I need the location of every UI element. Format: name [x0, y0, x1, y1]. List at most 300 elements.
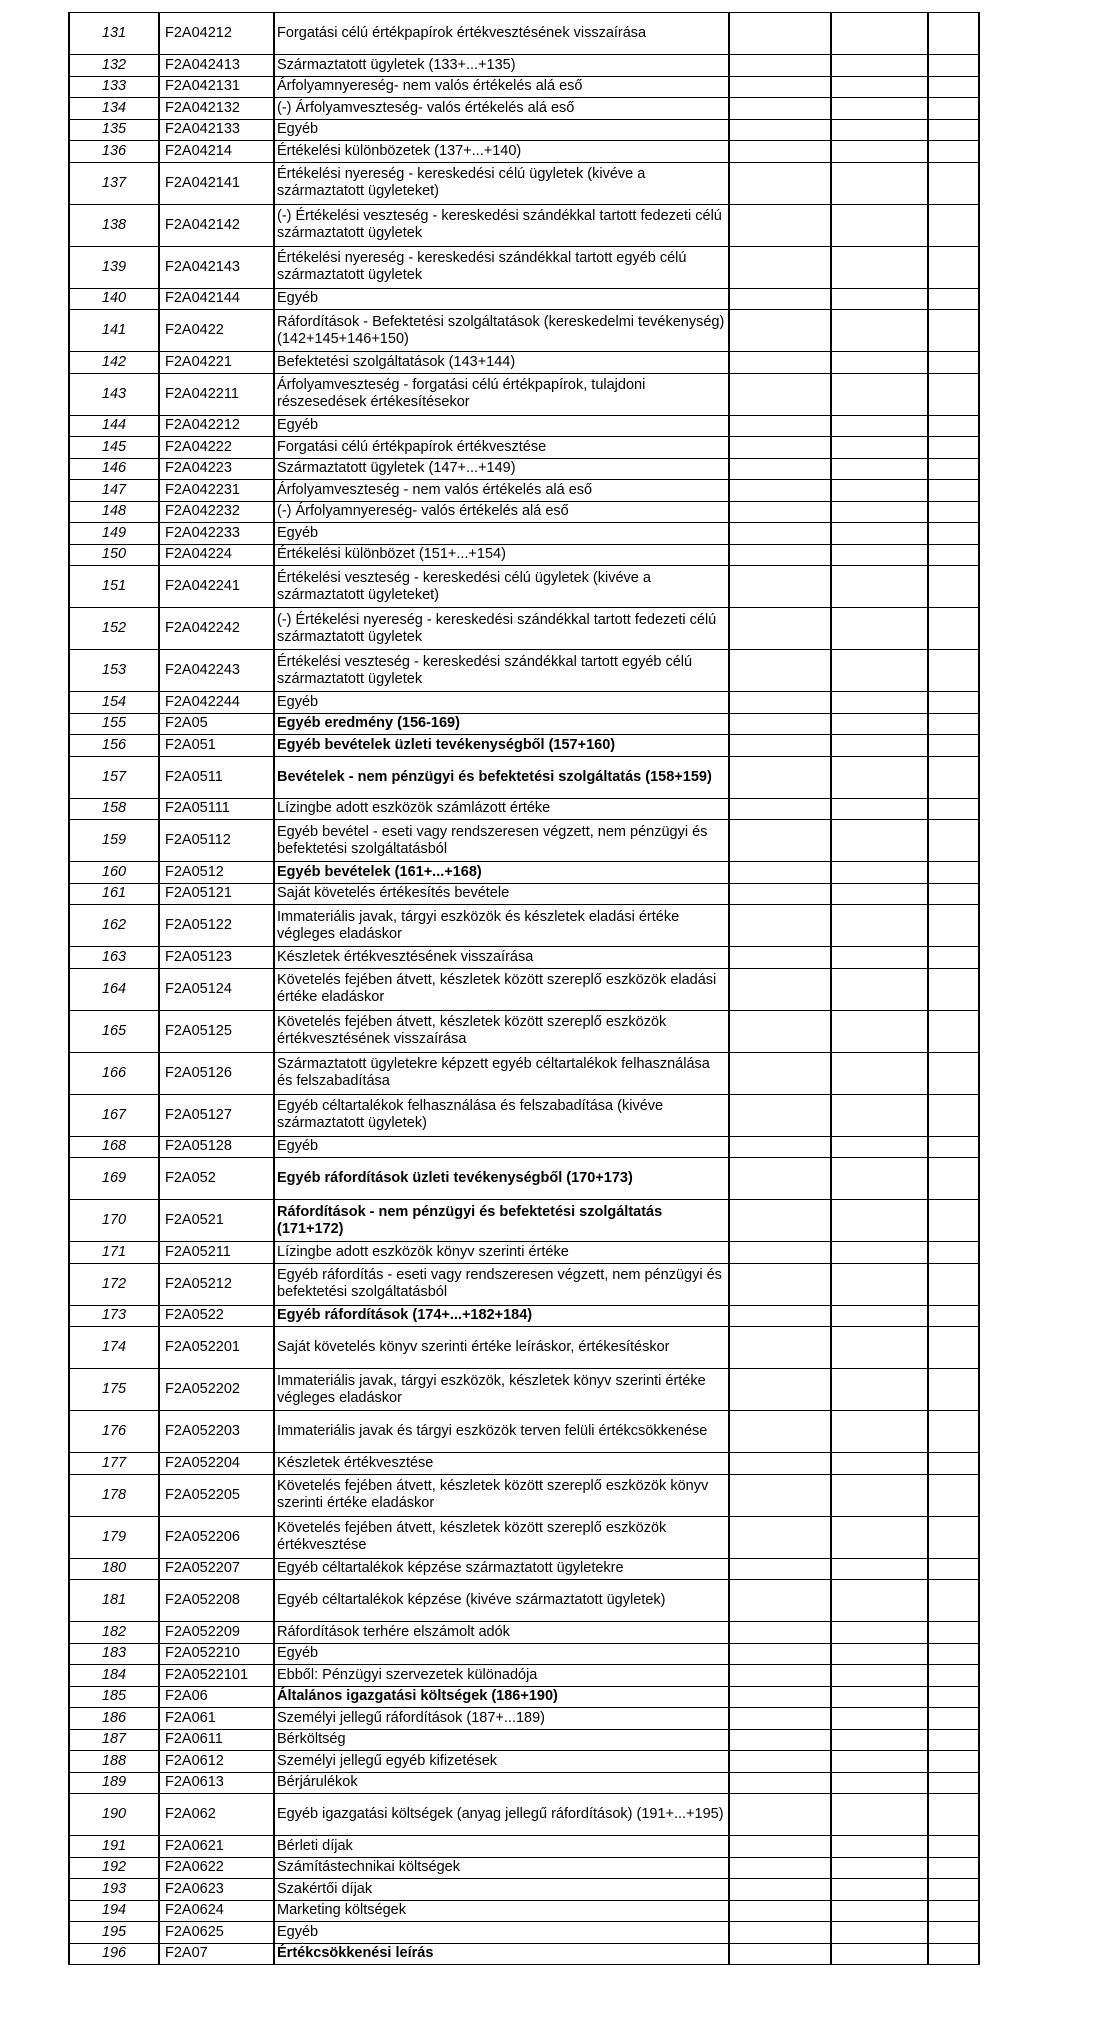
- table-row: [69, 566, 979, 608]
- row-code-cell: F2A0522101: [159, 1665, 274, 1687]
- row-number-cell: 153: [69, 650, 159, 692]
- value-cell-1: [729, 141, 831, 163]
- value-cell-3: [928, 204, 979, 246]
- row-code-cell: F2A042244: [159, 692, 274, 714]
- row-code-cell: F2A042132: [159, 98, 274, 120]
- row-label-cell: Ráfordítások terhére elszámolt adók: [274, 1622, 729, 1644]
- row-number-cell: 174: [69, 1327, 159, 1369]
- table-row: [69, 1665, 979, 1687]
- value-cell-3: [928, 650, 979, 692]
- value-cell-2: [831, 523, 928, 545]
- row-label-cell: Ráfordítások - Befektetési szolgáltatások (kereskedelmi tevékenység) (142+145+146+150): [274, 310, 729, 352]
- value-cell-2: [831, 1751, 928, 1773]
- value-cell-1: [729, 1411, 831, 1453]
- value-cell-3: [928, 1751, 979, 1773]
- row-number-cell: 193: [69, 1879, 159, 1901]
- row-code-cell: F2A042231: [159, 480, 274, 502]
- value-cell-1: [729, 1474, 831, 1516]
- value-cell-1: [729, 119, 831, 141]
- row-label-cell: Egyéb: [274, 1136, 729, 1158]
- row-label-cell: (-) Árfolyamnyereség- valós értékelés alá eső: [274, 501, 729, 523]
- table-row: [69, 820, 979, 862]
- row-label-cell: Lízingbe adott eszközök számlázott értéke: [274, 798, 729, 820]
- value-cell-1: [729, 883, 831, 905]
- value-cell-2: [831, 1708, 928, 1730]
- value-cell-1: [729, 1052, 831, 1094]
- row-number-cell: 139: [69, 246, 159, 288]
- row-number-cell: 164: [69, 968, 159, 1010]
- value-cell-2: [831, 1794, 928, 1836]
- row-label-cell: Forgatási célú értékpapírok értékvesztése: [274, 437, 729, 459]
- row-label-cell: Számítástechnikai költségek: [274, 1857, 729, 1879]
- row-label-cell: Egyéb eredmény (156-169): [274, 713, 729, 735]
- value-cell-2: [831, 1900, 928, 1922]
- row-code-cell: F2A042243: [159, 650, 274, 692]
- value-cell-3: [928, 373, 979, 415]
- value-cell-1: [729, 862, 831, 884]
- row-number-cell: 175: [69, 1369, 159, 1411]
- table-row: [69, 1263, 979, 1305]
- row-label-cell: Ráfordítások - nem pénzügyi és befektetési szolgáltatás (171+172): [274, 1200, 729, 1242]
- value-cell-2: [831, 608, 928, 650]
- value-cell-3: [928, 1857, 979, 1879]
- row-label-cell: Forgatási célú értékpapírok értékvesztésének visszaírása: [274, 13, 729, 55]
- table-row: [69, 1474, 979, 1516]
- value-cell-3: [928, 1327, 979, 1369]
- value-cell-1: [729, 968, 831, 1010]
- row-number-cell: 188: [69, 1751, 159, 1773]
- value-cell-2: [831, 1665, 928, 1687]
- table-row: [69, 692, 979, 714]
- value-cell-2: [831, 1516, 928, 1558]
- value-cell-2: [831, 373, 928, 415]
- row-number-cell: 167: [69, 1094, 159, 1136]
- row-label-cell: Értékelési különbözet (151+...+154): [274, 544, 729, 566]
- report-table-body: [69, 13, 979, 1965]
- row-code-cell: F2A0624: [159, 1900, 274, 1922]
- value-cell-1: [729, 1751, 831, 1773]
- value-cell-2: [831, 1263, 928, 1305]
- value-cell-2: [831, 713, 928, 735]
- value-cell-3: [928, 288, 979, 310]
- value-cell-3: [928, 1136, 979, 1158]
- value-cell-1: [729, 1200, 831, 1242]
- value-cell-3: [928, 13, 979, 55]
- value-cell-1: [729, 735, 831, 757]
- row-number-cell: 146: [69, 458, 159, 480]
- row-number-cell: 187: [69, 1729, 159, 1751]
- value-cell-2: [831, 1622, 928, 1644]
- row-number-cell: 133: [69, 76, 159, 98]
- row-label-cell: Egyéb céltartalékok felhasználása és felszabadítása (kivéve származtatott ügyletek): [274, 1094, 729, 1136]
- value-cell-2: [831, 458, 928, 480]
- row-code-cell: F2A05212: [159, 1263, 274, 1305]
- row-code-cell: F2A0422: [159, 310, 274, 352]
- row-number-cell: 182: [69, 1622, 159, 1644]
- value-cell-1: [729, 1516, 831, 1558]
- value-cell-1: [729, 947, 831, 969]
- table-row: [69, 1622, 979, 1644]
- table-row: [69, 1369, 979, 1411]
- value-cell-3: [928, 1580, 979, 1622]
- row-label-cell: Általános igazgatási költségek (186+190): [274, 1686, 729, 1708]
- row-code-cell: F2A07: [159, 1943, 274, 1965]
- value-cell-3: [928, 1558, 979, 1580]
- row-code-cell: F2A0512: [159, 862, 274, 884]
- row-label-cell: Értékelési különbözetek (137+...+140): [274, 141, 729, 163]
- row-number-cell: 157: [69, 756, 159, 798]
- row-label-cell: Származtatott ügyletek (147+...+149): [274, 458, 729, 480]
- value-cell-1: [729, 713, 831, 735]
- value-cell-2: [831, 735, 928, 757]
- value-cell-1: [729, 13, 831, 55]
- table-row: [69, 480, 979, 502]
- value-cell-2: [831, 204, 928, 246]
- value-cell-2: [831, 905, 928, 947]
- value-cell-1: [729, 1729, 831, 1751]
- value-cell-1: [729, 544, 831, 566]
- value-cell-3: [928, 820, 979, 862]
- row-number-cell: 135: [69, 119, 159, 141]
- row-label-cell: Egyéb bevételek (161+...+168): [274, 862, 729, 884]
- value-cell-1: [729, 1922, 831, 1944]
- table-row: [69, 1516, 979, 1558]
- row-code-cell: F2A0623: [159, 1879, 274, 1901]
- table-row: [69, 1580, 979, 1622]
- row-number-cell: 169: [69, 1158, 159, 1200]
- value-cell-3: [928, 437, 979, 459]
- value-cell-1: [729, 1794, 831, 1836]
- row-number-cell: 150: [69, 544, 159, 566]
- value-cell-1: [729, 523, 831, 545]
- value-cell-3: [928, 98, 979, 120]
- row-number-cell: 148: [69, 501, 159, 523]
- row-number-cell: 136: [69, 141, 159, 163]
- value-cell-3: [928, 1010, 979, 1052]
- value-cell-1: [729, 1900, 831, 1922]
- table-row: [69, 544, 979, 566]
- value-cell-1: [729, 1622, 831, 1644]
- row-number-cell: 168: [69, 1136, 159, 1158]
- row-label-cell: Értékelési veszteség - kereskedési szándékkal tartott egyéb célú származtatott ügyletek: [274, 650, 729, 692]
- row-code-cell: F2A052206: [159, 1516, 274, 1558]
- row-number-cell: 180: [69, 1558, 159, 1580]
- value-cell-2: [831, 1558, 928, 1580]
- value-cell-2: [831, 1922, 928, 1944]
- value-cell-2: [831, 692, 928, 714]
- table-row: [69, 55, 979, 77]
- row-number-cell: 162: [69, 905, 159, 947]
- value-cell-3: [928, 1665, 979, 1687]
- table-row: [69, 458, 979, 480]
- table-row: [69, 1242, 979, 1264]
- row-code-cell: F2A042144: [159, 288, 274, 310]
- row-number-cell: 165: [69, 1010, 159, 1052]
- table-row: [69, 1922, 979, 1944]
- value-cell-1: [729, 1943, 831, 1965]
- value-cell-1: [729, 820, 831, 862]
- value-cell-3: [928, 1474, 979, 1516]
- row-code-cell: F2A042141: [159, 162, 274, 204]
- row-number-cell: 191: [69, 1836, 159, 1858]
- value-cell-1: [729, 1558, 831, 1580]
- row-code-cell: F2A0622: [159, 1857, 274, 1879]
- value-cell-2: [831, 55, 928, 77]
- row-label-cell: Bevételek - nem pénzügyi és befektetési szolgáltatás (158+159): [274, 756, 729, 798]
- row-code-cell: F2A042241: [159, 566, 274, 608]
- value-cell-1: [729, 1094, 831, 1136]
- row-code-cell: F2A0611: [159, 1729, 274, 1751]
- row-code-cell: F2A04214: [159, 141, 274, 163]
- row-number-cell: 185: [69, 1686, 159, 1708]
- value-cell-2: [831, 968, 928, 1010]
- row-number-cell: 154: [69, 692, 159, 714]
- value-cell-3: [928, 1411, 979, 1453]
- value-cell-3: [928, 713, 979, 735]
- value-cell-1: [729, 1708, 831, 1730]
- row-label-cell: Egyéb: [274, 1922, 729, 1944]
- row-code-cell: F2A0621: [159, 1836, 274, 1858]
- row-label-cell: Értékelési nyereség - kereskedési szándékkal tartott egyéb célú származtatott ügyletek: [274, 246, 729, 288]
- row-label-cell: Immateriális javak, tárgyi eszközök, készletek könyv szerinti értéke végleges eladáskor: [274, 1369, 729, 1411]
- table-row: [69, 523, 979, 545]
- value-cell-1: [729, 1857, 831, 1879]
- value-cell-2: [831, 437, 928, 459]
- table-row: [69, 373, 979, 415]
- row-label-cell: Követelés fejében átvett, készletek között szereplő eszközök értékvesztésének visszaírása: [274, 1010, 729, 1052]
- row-label-cell: Követelés fejében átvett, készletek között szereplő eszközök értékvesztése: [274, 1516, 729, 1558]
- row-label-cell: Értékelési nyereség - kereskedési célú ügyletek (kivéve a származtatott ügyleteket): [274, 162, 729, 204]
- value-cell-1: [729, 1580, 831, 1622]
- row-code-cell: F2A042232: [159, 501, 274, 523]
- table-row: [69, 98, 979, 120]
- row-code-cell: F2A052207: [159, 1558, 274, 1580]
- table-row: [69, 1708, 979, 1730]
- value-cell-2: [831, 162, 928, 204]
- row-label-cell: Marketing költségek: [274, 1900, 729, 1922]
- value-cell-3: [928, 352, 979, 374]
- row-code-cell: F2A042413: [159, 55, 274, 77]
- value-cell-1: [729, 1686, 831, 1708]
- value-cell-1: [729, 246, 831, 288]
- value-cell-3: [928, 735, 979, 757]
- row-code-cell: F2A052210: [159, 1643, 274, 1665]
- value-cell-1: [729, 55, 831, 77]
- table-row: [69, 968, 979, 1010]
- row-code-cell: F2A052204: [159, 1453, 274, 1475]
- row-number-cell: 186: [69, 1708, 159, 1730]
- row-label-cell: Követelés fejében átvett, készletek között szereplő eszközök könyv szerinti értéke eladáskor: [274, 1474, 729, 1516]
- row-label-cell: Ebből: Pénzügyi szervezetek különadója: [274, 1665, 729, 1687]
- value-cell-3: [928, 480, 979, 502]
- table-row: [69, 1200, 979, 1242]
- row-number-cell: 137: [69, 162, 159, 204]
- table-row: [69, 1136, 979, 1158]
- value-cell-3: [928, 1900, 979, 1922]
- value-cell-1: [729, 1369, 831, 1411]
- row-code-cell: F2A042131: [159, 76, 274, 98]
- value-cell-3: [928, 1879, 979, 1901]
- row-label-cell: (-) Árfolyamveszteség- valós értékelés alá eső: [274, 98, 729, 120]
- row-label-cell: Egyéb bevétel - eseti vagy rendszeresen végzett, nem pénzügyi és befektetési szolgáltatásból: [274, 820, 729, 862]
- row-label-cell: Bérleti díjak: [274, 1836, 729, 1858]
- value-cell-1: [729, 458, 831, 480]
- value-cell-2: [831, 415, 928, 437]
- value-cell-3: [928, 1242, 979, 1264]
- row-code-cell: F2A06: [159, 1686, 274, 1708]
- table-row: [69, 352, 979, 374]
- row-label-cell: Egyéb ráfordítás - eseti vagy rendszeresen végzett, nem pénzügyi és befektetési szolgáltatásból: [274, 1263, 729, 1305]
- row-number-cell: 160: [69, 862, 159, 884]
- row-label-cell: Egyéb céltartalékok képzése (kivéve származtatott ügyletek): [274, 1580, 729, 1622]
- row-number-cell: 176: [69, 1411, 159, 1453]
- value-cell-2: [831, 1580, 928, 1622]
- value-cell-2: [831, 288, 928, 310]
- table-row: [69, 1686, 979, 1708]
- row-code-cell: F2A042211: [159, 373, 274, 415]
- value-cell-1: [729, 352, 831, 374]
- row-number-cell: 181: [69, 1580, 159, 1622]
- table-row: [69, 1010, 979, 1052]
- row-label-cell: Bérjárulékok: [274, 1772, 729, 1794]
- value-cell-3: [928, 162, 979, 204]
- row-code-cell: F2A042133: [159, 119, 274, 141]
- value-cell-2: [831, 352, 928, 374]
- value-cell-3: [928, 76, 979, 98]
- value-cell-3: [928, 1686, 979, 1708]
- table-row: [69, 204, 979, 246]
- table-row: [69, 1643, 979, 1665]
- row-code-cell: F2A0521: [159, 1200, 274, 1242]
- table-row: [69, 1158, 979, 1200]
- value-cell-2: [831, 98, 928, 120]
- value-cell-3: [928, 756, 979, 798]
- value-cell-1: [729, 1836, 831, 1858]
- row-number-cell: 151: [69, 566, 159, 608]
- table-row: [69, 883, 979, 905]
- value-cell-1: [729, 1305, 831, 1327]
- value-cell-3: [928, 1772, 979, 1794]
- table-row: [69, 13, 979, 55]
- table-row: [69, 713, 979, 735]
- row-code-cell: F2A05125: [159, 1010, 274, 1052]
- row-label-cell: Személyi jellegű ráfordítások (187+...189): [274, 1708, 729, 1730]
- value-cell-2: [831, 1943, 928, 1965]
- value-cell-1: [729, 692, 831, 714]
- value-cell-3: [928, 566, 979, 608]
- table-row: [69, 1900, 979, 1922]
- value-cell-3: [928, 310, 979, 352]
- row-label-cell: (-) Értékelési nyereség - kereskedési szándékkal tartott fedezeti célú származtatott ügyletek: [274, 608, 729, 650]
- value-cell-2: [831, 1879, 928, 1901]
- table-row: [69, 1305, 979, 1327]
- table-row: [69, 246, 979, 288]
- row-label-cell: Szakértői díjak: [274, 1879, 729, 1901]
- row-number-cell: 152: [69, 608, 159, 650]
- row-label-cell: Bérköltség: [274, 1729, 729, 1751]
- row-label-cell: Egyéb: [274, 415, 729, 437]
- table-row: [69, 947, 979, 969]
- value-cell-2: [831, 1010, 928, 1052]
- value-cell-1: [729, 437, 831, 459]
- value-cell-1: [729, 1263, 831, 1305]
- row-label-cell: Egyéb: [274, 288, 729, 310]
- value-cell-2: [831, 650, 928, 692]
- value-cell-3: [928, 905, 979, 947]
- table-row: [69, 1836, 979, 1858]
- table-row: [69, 905, 979, 947]
- table-row: [69, 1094, 979, 1136]
- row-code-cell: F2A0522: [159, 1305, 274, 1327]
- value-cell-3: [928, 862, 979, 884]
- row-label-cell: Saját követelés értékesítés bevétele: [274, 883, 729, 905]
- value-cell-3: [928, 1836, 979, 1858]
- row-code-cell: F2A042143: [159, 246, 274, 288]
- row-code-cell: F2A05128: [159, 1136, 274, 1158]
- row-number-cell: 196: [69, 1943, 159, 1965]
- value-cell-2: [831, 1857, 928, 1879]
- value-cell-2: [831, 1327, 928, 1369]
- row-number-cell: 178: [69, 1474, 159, 1516]
- row-label-cell: Származtatott ügyletekre képzett egyéb céltartalékok felhasználása és felszabadítása: [274, 1052, 729, 1094]
- row-number-cell: 163: [69, 947, 159, 969]
- value-cell-3: [928, 119, 979, 141]
- row-number-cell: 138: [69, 204, 159, 246]
- row-code-cell: F2A05: [159, 713, 274, 735]
- row-number-cell: 189: [69, 1772, 159, 1794]
- row-label-cell: Árfolyamnyereség- nem valós értékelés alá eső: [274, 76, 729, 98]
- value-cell-1: [729, 1453, 831, 1475]
- row-code-cell: F2A04212: [159, 13, 274, 55]
- table-row: [69, 1729, 979, 1751]
- row-label-cell: Egyéb bevételek üzleti tevékenységből (157+160): [274, 735, 729, 757]
- row-number-cell: 179: [69, 1516, 159, 1558]
- row-code-cell: F2A052: [159, 1158, 274, 1200]
- value-cell-1: [729, 1665, 831, 1687]
- value-cell-2: [831, 310, 928, 352]
- row-number-cell: 195: [69, 1922, 159, 1944]
- row-label-cell: Egyéb céltartalékok képzése származtatott ügyletekre: [274, 1558, 729, 1580]
- row-number-cell: 155: [69, 713, 159, 735]
- row-number-cell: 131: [69, 13, 159, 55]
- row-label-cell: Személyi jellegű egyéb kifizetések: [274, 1751, 729, 1773]
- value-cell-2: [831, 1094, 928, 1136]
- value-cell-1: [729, 1136, 831, 1158]
- row-code-cell: F2A05126: [159, 1052, 274, 1094]
- table-row: [69, 650, 979, 692]
- value-cell-2: [831, 1474, 928, 1516]
- value-cell-2: [831, 1052, 928, 1094]
- row-label-cell: Lízingbe adott eszközök könyv szerinti értéke: [274, 1242, 729, 1264]
- value-cell-1: [729, 204, 831, 246]
- value-cell-3: [928, 1094, 979, 1136]
- value-cell-2: [831, 883, 928, 905]
- row-label-cell: Immateriális javak és tárgyi eszközök terven felüli értékcsökkenése: [274, 1411, 729, 1453]
- value-cell-3: [928, 1794, 979, 1836]
- value-cell-3: [928, 883, 979, 905]
- row-number-cell: 140: [69, 288, 159, 310]
- row-number-cell: 143: [69, 373, 159, 415]
- value-cell-2: [831, 1136, 928, 1158]
- row-code-cell: F2A052201: [159, 1327, 274, 1369]
- value-cell-3: [928, 608, 979, 650]
- table-row: [69, 119, 979, 141]
- row-code-cell: F2A0511: [159, 756, 274, 798]
- row-number-cell: 192: [69, 1857, 159, 1879]
- table-row: [69, 756, 979, 798]
- table-row: [69, 1327, 979, 1369]
- row-code-cell: F2A05124: [159, 968, 274, 1010]
